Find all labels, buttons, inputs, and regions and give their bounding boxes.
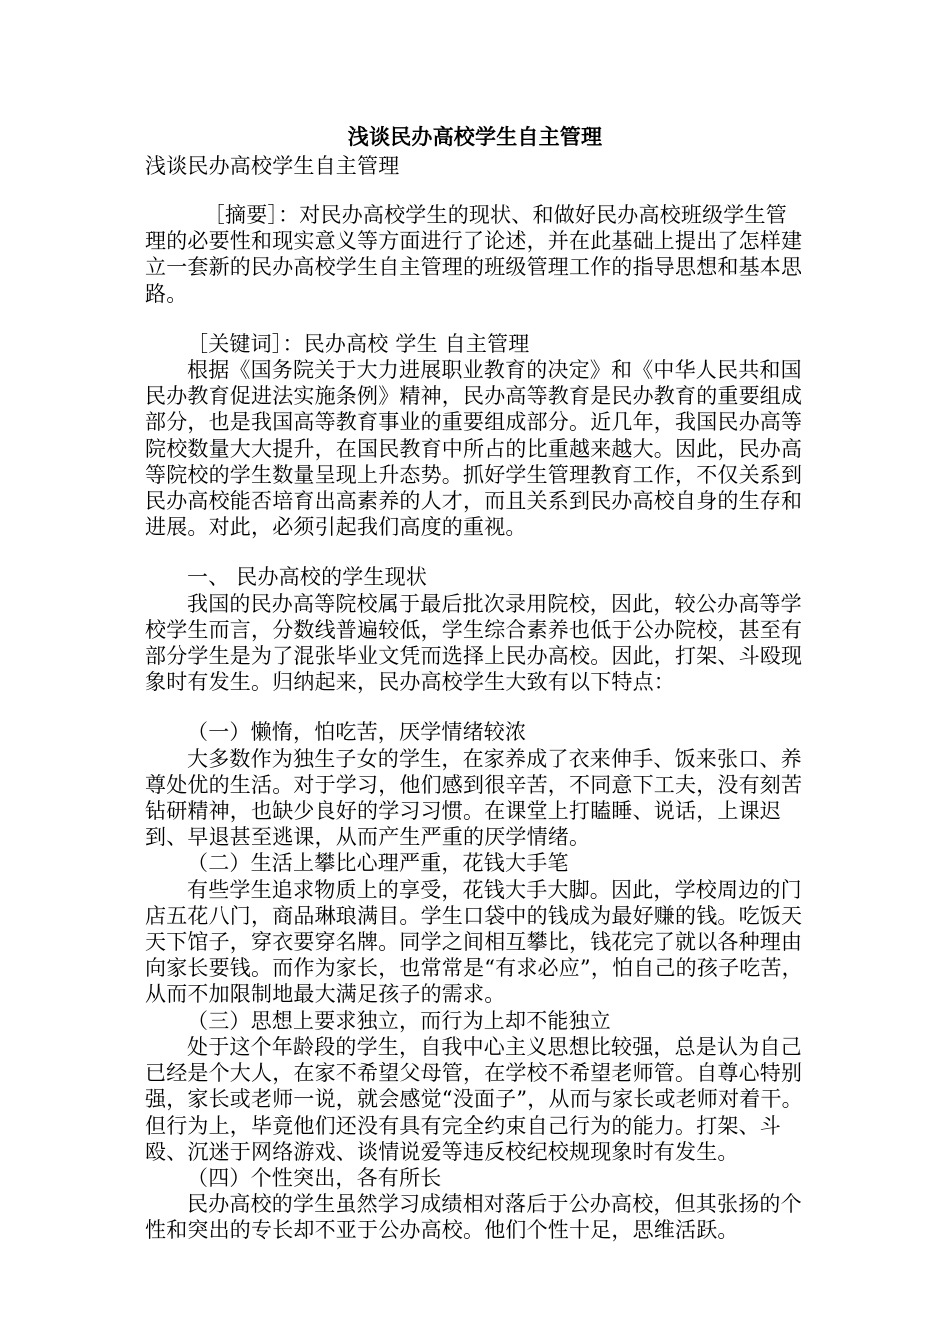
- subsection-3-body: 处于这个年龄段的学生，自我中心主义思想比较强，总是认为自己已经是个大人，在家不希望父母管，在学校不希望老师管。自尊心特别强，家长或老师一说，就会感觉“没面子”，从而与家长或老师对着干。但行为上，毕竟他们还没有具有完全约束自己行为的能力。打架、斗殴、沉迷于网络游戏、谈情说爱等违反校纪校规现象时有发生。: [145, 1034, 803, 1164]
- subsection-1-heading: （一）懒惰，怕吃苦，厌学情绪较浓: [187, 720, 527, 745]
- section-1-body: 我国的民办高等院校属于最后批次录用院校，因此，较公办高等学校学生而言，分数线普遍较低，学生综合素养也低于公办院校，甚至有部分学生是为了混张毕业文凭而选择上民办高校。因此，打架、斗殴现象时有发生。归纳起来，民办高校学生大致有以下特点：: [145, 591, 803, 695]
- section-1-heading: 一、 民办高校的学生现状: [187, 565, 428, 590]
- subsection-4-body: 民办高校的学生虽然学习成绩相对落后于公办高校，但其张扬的个性和突出的专长却不亚于公办高校。他们个性十足，思维活跃。: [145, 1192, 802, 1243]
- subsection-4-heading: （四）个性突出，各有所长: [187, 1165, 442, 1190]
- subsection-2-heading: （二）生活上攀比心理严重，花钱大手笔: [187, 851, 569, 876]
- subsection-2-body: 有些学生追求物质上的享受，花钱大手大脚。因此，学校周边的门店五花八门，商品琳琅满目。学生口袋中的钱成为最好赚的钱。吃饭天天下馆子，穿衣要穿名牌。同学之间相互攀比，钱花完了就以各种理由向家长要钱。而作为家长，也常常是“有求必应”，怕自己的孩子吃苦，从而不加限制地最大满足孩子的需求。: [145, 877, 803, 1007]
- keywords-line: ［关键词］：民办高校 学生 自主管理: [187, 331, 530, 356]
- abstract-paragraph: ［摘要］：对民办高校学生的现状、和做好民办高校班级学生管理的必要性和现实意义等方面进行了论述，并在此基础上提出了怎样建立一套新的民办高校学生自主管理的班级管理工作的指导思想和基本思路。: [145, 203, 803, 306]
- document-content: [145, 122, 805, 1244]
- document-subtitle: 浅谈民办高校学生自主管理: [145, 154, 400, 178]
- document-title: 浅谈民办高校学生自主管理: [347, 125, 603, 149]
- subsection-1-body: 大多数作为独生子女的学生，在家养成了衣来伸手、饭来张口、养尊处优的生活。对于学习，他们感到很辛苦，不同意下工夫，没有刻苦钻研精神，也缺少良好的学习习惯。在课堂上打瞌睡、说话，上课迟到、早退甚至逃课，从而产生严重的厌学情绪。: [145, 746, 803, 850]
- subsection-3-heading: （三）思想上要求独立，而行为上却不能独立: [187, 1008, 611, 1033]
- intro-paragraph: 根据《国务院关于大力进展职业教育的决定》和《中华人民共和国民办教育促进法实施条例》精神，民办高等教育是民办教育的重要组成部分，也是我国高等教育事业的重要组成部分。近几年，我国民办高等院校数量大大提升，在国民教育中所占的比重越来越大。因此，民办高等院校的学生数量呈现上升态势。抓好学生管理教育工作，不仅关系到民办高校能否培育出高素养的人才，而且关系到民办高校自身的生存和进展。对此，必须引起我们高度的重视。: [145, 358, 803, 540]
